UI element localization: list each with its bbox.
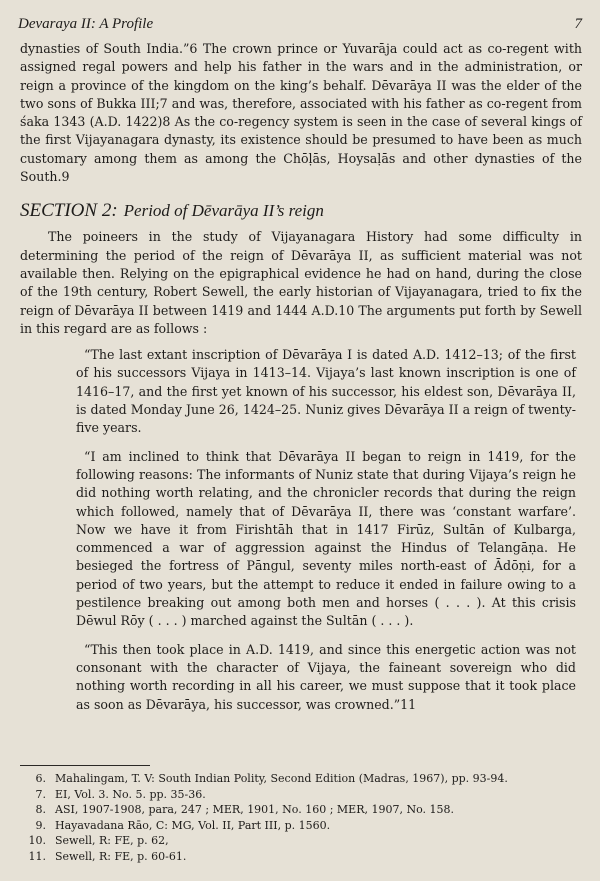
quote-paragraph-2: “I am inclined to think that Dēvarāya II began to reign in 1419, for the following reasons: The informants of Nuniz state that during Vijaya’s reign he did nothing worth relating, and the chronicler records that during the reign which followed, namely that of Dēvarāya II, there was ‘constant warfare’. Now we have it from Firishtāh that in 1417 Firūz, Sultān of Kulbarga, commenced a war of aggression against the Hindus of Telangāṇa. He besieged the fortress of Pāngul, seventy miles north-east of Ādōṇi, for a period of two years, but the attempt to reduce it ended in failure owing to a pestilence breaking out among both men and horses ( . . . ). At this crisis Dēwul Rōy ( . . . ) marched against the Sultān ( . . . ). [76, 448, 576, 629]
footnote-text: Sewell, R: FE, p. 62, [55, 834, 169, 848]
running-head [18, 16, 582, 33]
footnote-rule [20, 765, 150, 766]
block-quote [76, 346, 576, 437]
footnote [20, 818, 580, 834]
footnote [20, 771, 580, 787]
running-head-title: Devaraya II: A Profile [18, 16, 154, 32]
footnote-number: 9. [35, 818, 46, 832]
footnote-text: ASI, 1907-1908, para, 247 ; MER, 1901, No. 160 ; MER, 1907, No. 158. [55, 803, 455, 817]
block-quote [76, 641, 576, 714]
footnote [20, 787, 580, 803]
footnote-text: EI, Vol. 3. No. 5. pp. 35-36. [55, 787, 206, 801]
footnote [20, 849, 580, 865]
footnote-number: 11. [28, 849, 46, 863]
footnote-number: 7. [35, 787, 46, 801]
footnote-text: Hayavadana Rāo, C: MG, Vol. II, Part III, p. 1560. [55, 818, 331, 832]
footnote [20, 802, 580, 818]
footnote-number: 8. [35, 803, 46, 817]
block-quote [76, 448, 576, 631]
footnote-text: Mahalingam, T. V: South Indian Polity, Second Edition (Madras, 1967), pp. 93-94. [55, 772, 508, 785]
quote-paragraph-1: “The last extant inscription of Dēvarāya I is dated A.D. 1412–13; of the first of his successors Vijaya in 1413–14. Vijaya’s last known inscription is one of 1416–17, and the first yet known of his successor, his eldest son, Dēvarāya II, is dated Monday June 26, 1424–25. Nuniz gives Dēvarāya II a reign of twenty-five years. [76, 347, 576, 436]
section-heading [20, 200, 582, 222]
section-label: SECTION 2: [20, 200, 118, 222]
quote-paragraph-3: “This then took place in A.D. 1419, and since this energetic action was not consonant with the character of Vijaya, the faineant sovereign who did nothing worth recording in all his career, we must suppose that it took place as soon as Dēvarāya, his successor, was crowned.”11 [76, 641, 576, 712]
footnote-text: Sewell, R: FE, p. 60-61. [55, 849, 187, 863]
footnotes [20, 765, 580, 865]
footnote-number: 10. [28, 834, 46, 848]
body-text [20, 40, 582, 714]
footnote [20, 833, 580, 849]
section-paragraph: The poineers in the study of Vijayanagara History had some difficulty in determining the period of the reign of Dēvarāya II, as sufficient material was not available then. Relying on the epigraphical evidence he had on hand, during the close of the 19th century, Robert Sewell, the early historian of Vijayanagara, tried to fix the reign of Dēvarāya II between 1419 and 1444 A.D.10 The arguments put forth by Sewell in this regard are as follows : [20, 229, 582, 336]
section-title: Period of Dēvarāya II’s reign [123, 201, 324, 221]
page-number: 7 [574, 16, 582, 32]
footnote-number: 6. [35, 772, 46, 785]
intro-paragraph: dynasties of South India.”6 The crown prince or Yuvarāja could act as co-regent with assigned regal powers and help his father in the wars and in the administration, or reign a province of the kingdom on the king’s behalf. Dēvarāya II was the elder of the two sons of Bukka III;7 and was, therefore, associated with his father as co-regent from śaka 1343 (A.D. 1422)8 As the co-regency system is seen in the case of several kings of the first Vijayanagara dynasty, its existence should be presumed to have been as much customary among them as among the Chōḷās, Hoysaḷās and other dynasties of the South.9 [20, 41, 582, 185]
